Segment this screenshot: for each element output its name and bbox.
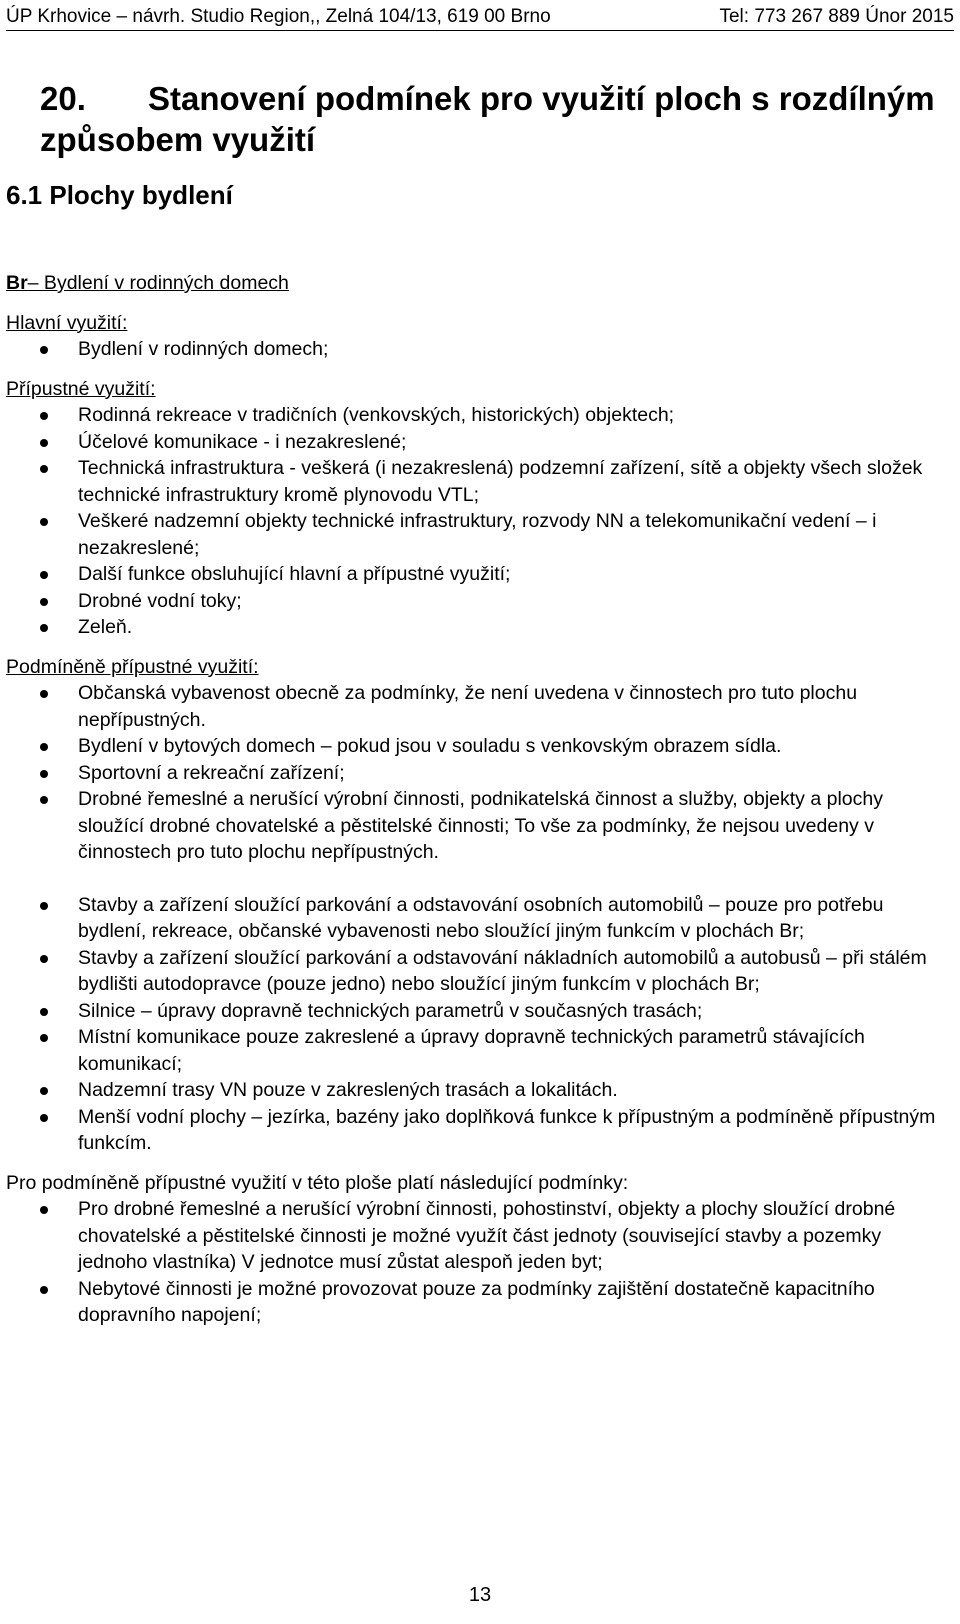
list-item: Místní komunikace pouze zakreslené a úpravy dopravně technických parametrů stávajících komunikací;: [6, 1024, 936, 1077]
bullet-icon: [40, 796, 48, 804]
list-item: Zeleň.: [6, 614, 936, 641]
bullet-icon: [40, 1008, 48, 1016]
header-divider: [6, 30, 954, 31]
conditional-use-list-continued: [6, 892, 936, 1157]
bullet-icon: [40, 902, 48, 910]
bullet-icon: [40, 690, 48, 698]
bullet-icon: [40, 439, 48, 447]
list-item: Technická infrastruktura - veškerá (i nezakreslená) podzemní zařízení, sítě a objekty všech složek technické infrastruktury kromě plynovodu VTL;: [6, 455, 936, 508]
bullet-icon: [40, 624, 48, 632]
document-body: [6, 270, 936, 1329]
spacer: [6, 866, 936, 892]
list-item: Pro drobné řemeslné a nerušící výrobní činnosti, pohostinství, objekty a plochy sloužící drobné chovatelské a pěstitelské činnosti je možné využít část jednoty (související stavby a pozemky jednoho vlastníka) V jednotce musí zůstat alespoň jeden byt;: [6, 1196, 936, 1276]
list-item: Nadzemní trasy VN pouze v zakreslených trasách a lokalitách.: [6, 1077, 936, 1104]
bullet-icon: [40, 1087, 48, 1095]
conditions-label: Pro podmíněně přípustné využití v této ploše platí následující podmínky:: [6, 1171, 629, 1194]
permitted-use-label: Přípustné využití:: [6, 377, 156, 400]
list-item: Účelové komunikace - i nezakreslené;: [6, 429, 936, 456]
header-right-text: Tel: 773 267 889 Únor 2015: [719, 6, 954, 27]
list-item: Sportovní a rekreační zařízení;: [6, 760, 936, 787]
list-item: Drobné řemeslné a nerušící výrobní činnosti, podnikatelská činnost a služby, objekty a plochy sloužící drobné chovatelské a pěstitelské činnosti; To vše za podmínky, že nejsou uvedeny v činnostech pro tuto plochu nepřípustných.: [6, 786, 936, 866]
page-number: 13: [468, 1584, 492, 1606]
bullet-icon: [40, 346, 48, 354]
bullet-icon: [40, 770, 48, 778]
list-item: Další funkce obsluhující hlavní a přípustné využití;: [6, 561, 936, 588]
area-name: – Bydlení v rodinných domech: [27, 272, 289, 294]
section-number: 20.: [40, 80, 86, 117]
conditional-use-list: [6, 680, 936, 866]
list-item: Drobné vodní toky;: [6, 588, 936, 615]
bullet-icon: [40, 598, 48, 606]
area-title: [6, 270, 936, 297]
bullet-icon: [40, 743, 48, 751]
header-left-text: ÚP Krhovice – návrh. Studio Region,, Zelná 104/13, 619 00 Brno: [6, 6, 551, 27]
bullet-icon: [40, 412, 48, 420]
list-item: Menší vodní plochy – jezírka, bazény jako doplňková funkce k přípustným a podmíněně přípustným funkcím.: [6, 1104, 936, 1157]
list-item: Bydlení v bytových domech – pokud jsou v souladu s venkovským obrazem sídla.: [6, 733, 936, 760]
list-item: Rodinná rekreace v tradičních (venkovských, historických) objektech;: [6, 402, 936, 429]
list-item: Stavby a zařízení sloužící parkování a odstavování nákladních automobilů a autobusů – při stálém bydlišti autodopravce (pouze jedno) nebo sloužící jiným funkcím v plochách Br;: [6, 945, 936, 998]
list-item: Nebytové činnosti je možné provozovat pouze za podmínky zajištění dostatečně kapacitního dopravního napojení;: [6, 1276, 936, 1329]
permitted-use-list: [6, 402, 936, 641]
conditional-use-label: Podmíněně přípustné využití:: [6, 655, 259, 678]
bullet-icon: [40, 571, 48, 579]
bullet-icon: [40, 465, 48, 473]
page-header: [6, 4, 954, 30]
list-item: Občanská vybavenost obecně za podmínky, že není uvedena v činnostech pro tuto plochu nepřípustných.: [6, 680, 936, 733]
subsection-heading: 6.1 Plochy bydlení: [6, 180, 233, 210]
list-item: Silnice – úpravy dopravně technických parametrů v současných trasách;: [6, 998, 936, 1025]
section-heading: [40, 78, 940, 160]
main-use-list: [6, 336, 936, 363]
bullet-icon: [40, 1286, 48, 1294]
section-title-line1: Stanovení podmínek pro využití ploch s rozdílným: [148, 80, 935, 117]
bullet-icon: [40, 1206, 48, 1214]
list-item: Veškeré nadzemní objekty technické infrastruktury, rozvody NN a telekomunikační vedení – i nezakreslené;: [6, 508, 936, 561]
list-item: Stavby a zařízení sloužící parkování a odstavování osobních automobilů – pouze pro potřebu bydlení, rekreace, občanské vybavenosti nebo sloužící jiným funkcím v plochách Br;: [6, 892, 936, 945]
bullet-icon: [40, 518, 48, 526]
conditions-list: [6, 1196, 936, 1329]
main-use-label: Hlavní využití:: [6, 311, 128, 334]
bullet-icon: [40, 1034, 48, 1042]
section-title-line2: způsobem využití: [40, 121, 316, 158]
bullet-icon: [40, 1114, 48, 1122]
bullet-icon: [40, 955, 48, 963]
area-code: Br: [6, 272, 28, 294]
list-item: Bydlení v rodinných domech;: [6, 336, 936, 363]
